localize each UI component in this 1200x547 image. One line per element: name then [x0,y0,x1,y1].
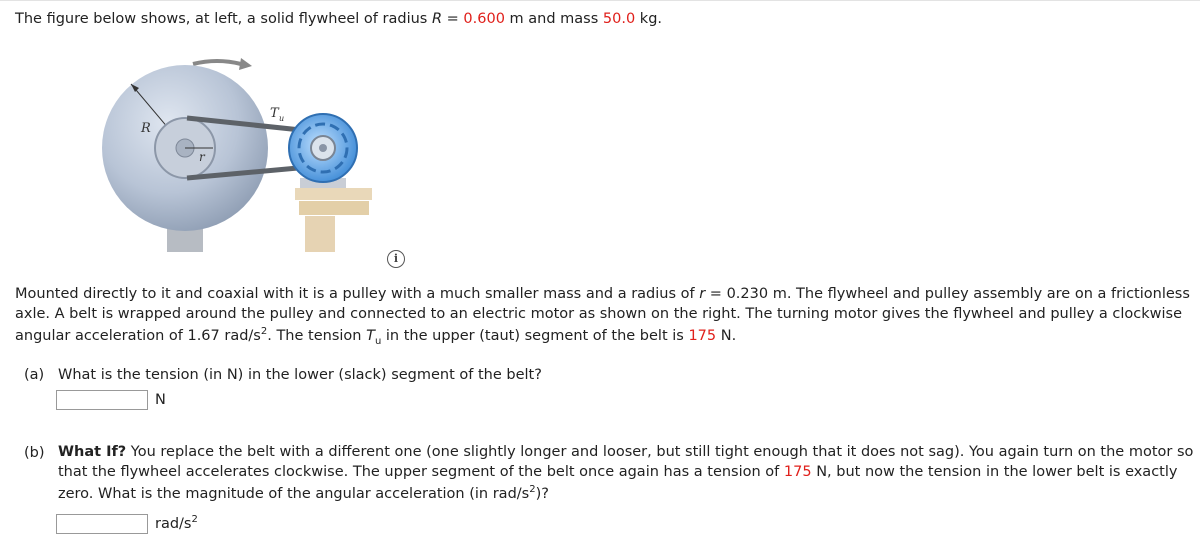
motor-table-shelf [299,201,369,215]
motor-table-top [295,188,372,200]
body-line-2: axle. A belt is wrapped around the pulley and connected to an electric motor as shown on the right. The turning motor gives the flywheel and pulley a clockwise [15,306,1182,322]
body-line-1: Mounted directly to it and coaxial with it is a pulley with a much smaller mass and a radius of r = 0.230 m. The flywheel and pulley assembly are on a frictionless [15,286,1190,302]
tension-value: 175 [688,328,717,344]
radius-value: 0.600 [463,11,505,27]
question-a-text: What is the tension (in N) in the lower (slack) segment of the belt? [58,367,542,383]
question-b-label: (b) [24,445,45,461]
radius-r-label: r [199,150,205,164]
question-b-line-1: What If? You replace the belt with a different one (one slightly longer and looser, but still tight enough that it does not sag). You again turn on the motor so [58,444,1194,460]
body-line-3: angular acceleration of 1.67 rad/$s^2$. The tension $T_u$ in the upper (taut) segment of the belt is 175 N. [15,326,737,347]
answer-a-unit: N [155,392,166,408]
motor-shaft [319,144,327,152]
flywheel-diagram [95,38,415,278]
rotation-arrow [193,61,241,64]
question-b-line-2: that the flywheel accelerates clockwise. The upper segment of the belt once again has a tension of 175 N, but now the tension in the lower belt is exactly [58,464,1178,480]
answer-b-unit: rad/$s^2$ [155,514,198,532]
motor-table-leg [305,216,335,252]
info-icon[interactable]: i [387,250,405,268]
question-a-label: (a) [24,367,45,383]
radius-R-label: R [141,121,151,136]
rotation-arrow-head [239,58,252,70]
answer-a-input[interactable] [56,390,148,410]
tension-value-b: 175 [783,464,812,480]
flywheel-figure [95,38,415,278]
tension-label: T [270,106,279,121]
answer-b-input[interactable] [56,514,148,534]
tension-label-sub: u [279,114,285,123]
mass-value: 50.0 [602,11,636,27]
intro-text: The figure below shows, at left, a solid flywheel of radius R = 0.600 m and mass 50.0 kg. [15,11,663,27]
question-b-line-3: zero. What is the magnitude of the angular acceleration (in rad/$s^2$)? [58,484,549,502]
top-divider [0,0,1200,1]
